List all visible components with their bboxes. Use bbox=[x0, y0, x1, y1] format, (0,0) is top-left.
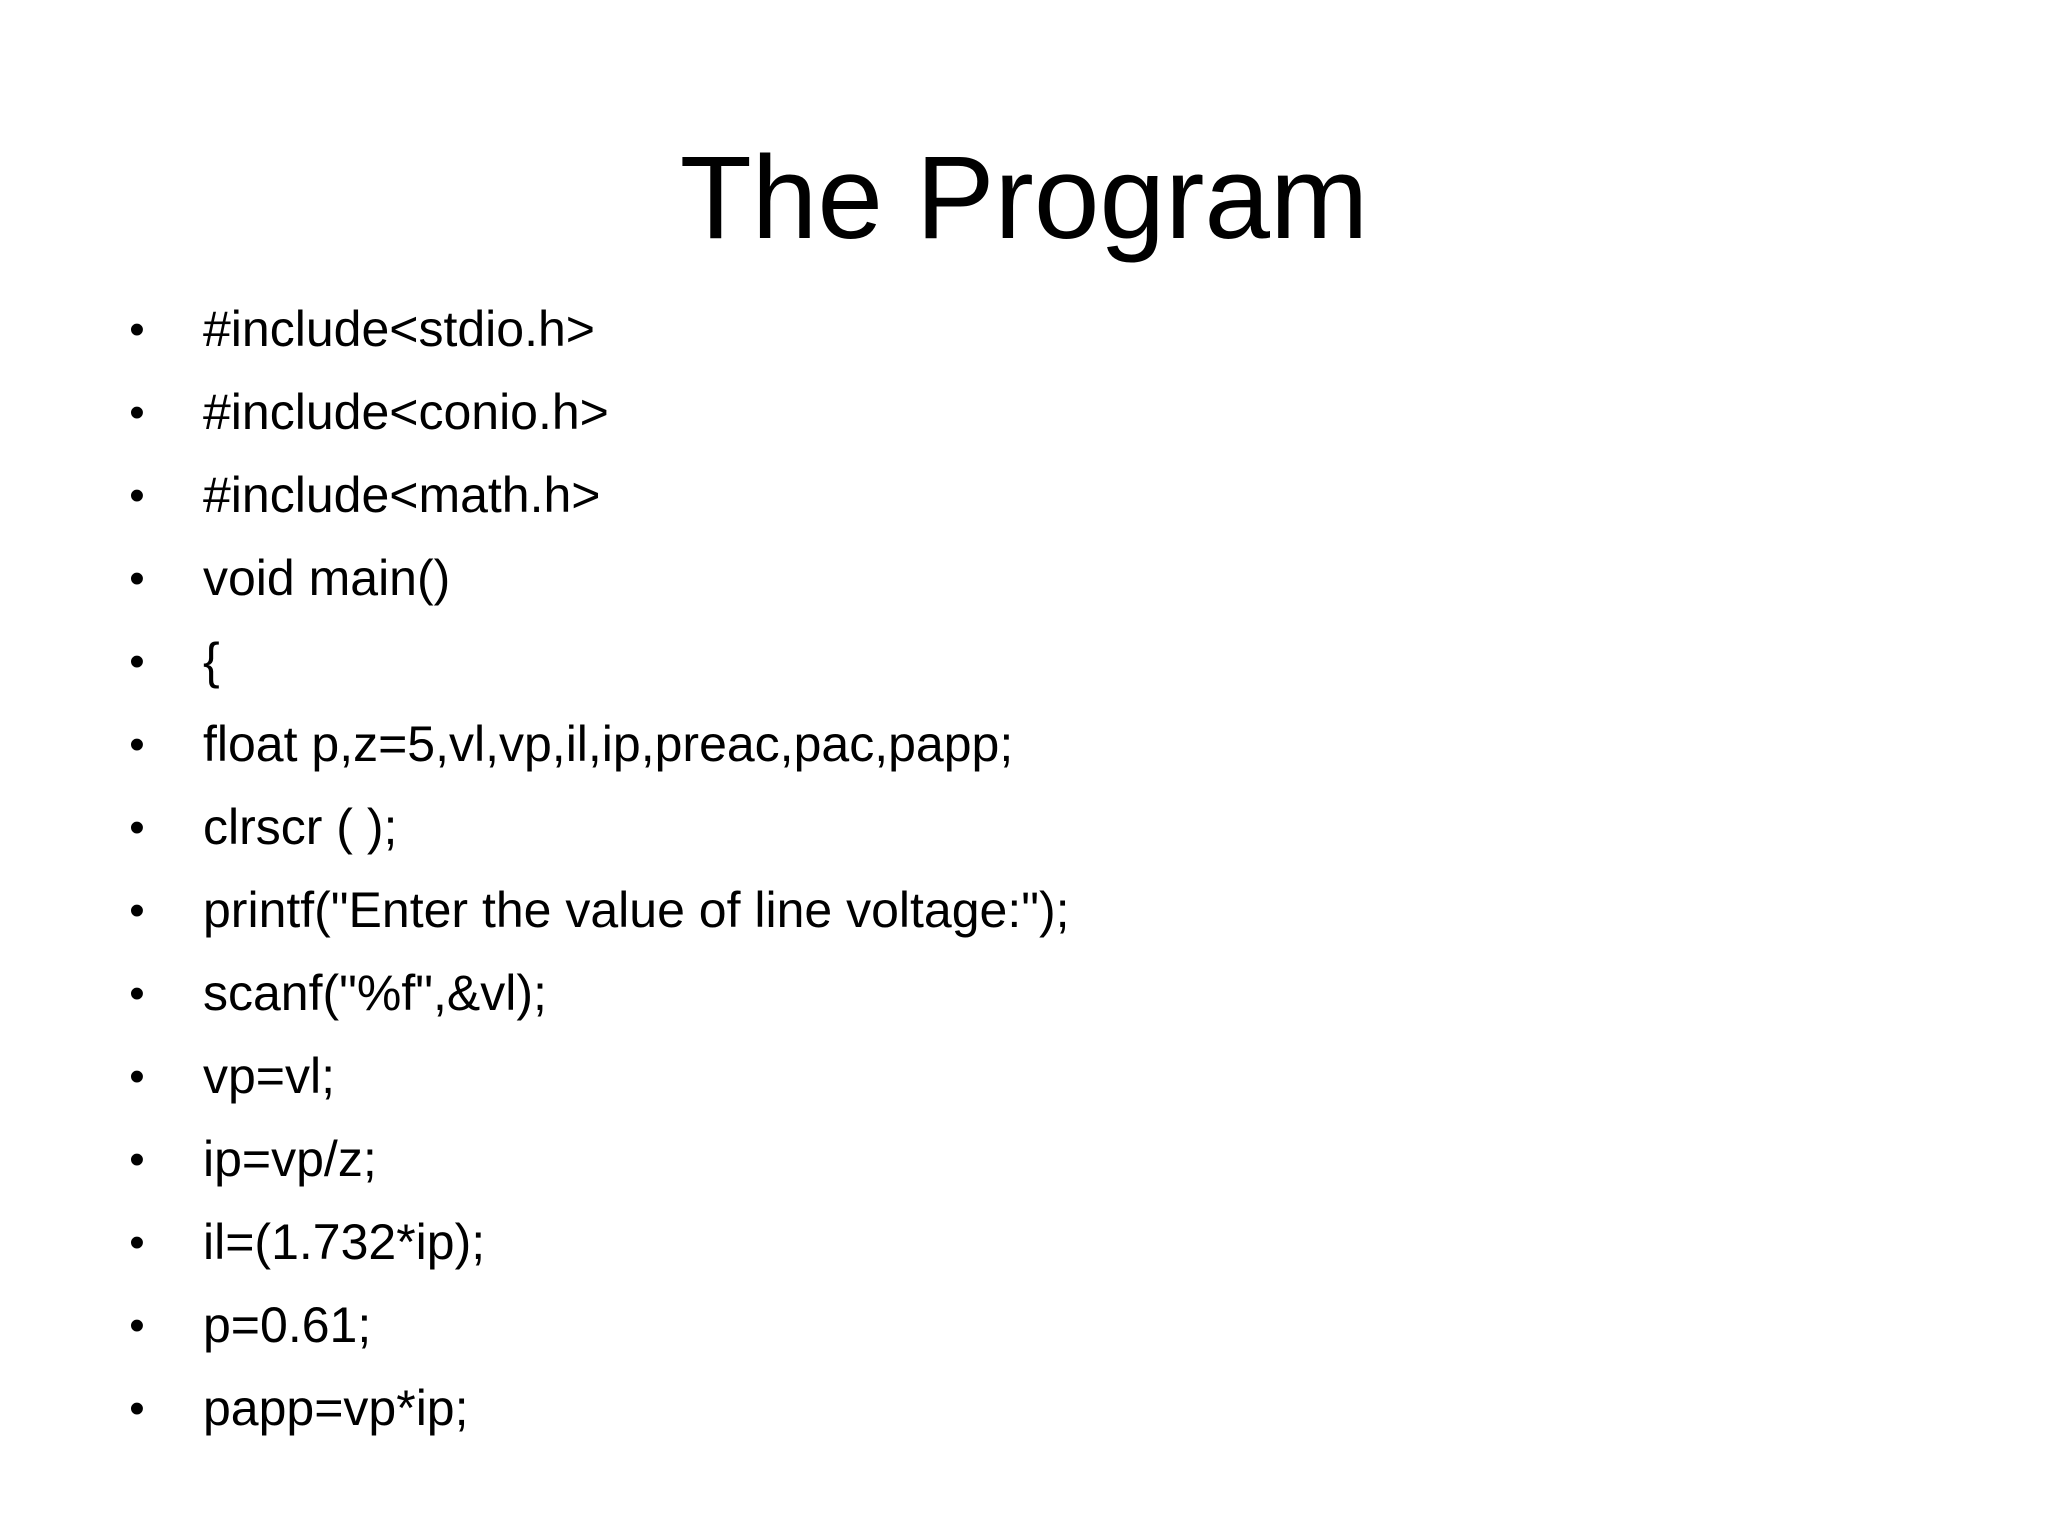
code-line: scanf("%f",&vl); bbox=[203, 965, 547, 1021]
code-line: il=(1.732*ip); bbox=[203, 1214, 486, 1270]
bullet-dot-icon: • bbox=[129, 388, 145, 437]
bullet-item bbox=[0, 288, 2048, 371]
code-line: clrscr ( ); bbox=[203, 799, 398, 855]
bullet-dot-icon: • bbox=[129, 305, 145, 354]
code-line: float p,z=5,vl,vp,il,ip,preac,pac,papp; bbox=[203, 716, 1014, 772]
code-line: #include<stdio.h> bbox=[203, 301, 595, 357]
bullet-item bbox=[0, 371, 2048, 454]
code-line: void main() bbox=[203, 550, 451, 606]
code-line: { bbox=[203, 633, 220, 689]
bullet-item bbox=[0, 786, 2048, 869]
code-line: p=0.61; bbox=[203, 1297, 372, 1353]
bullet-dot-icon: • bbox=[129, 1301, 145, 1350]
bullet-item bbox=[0, 1118, 2048, 1201]
slide-title: The Program bbox=[679, 132, 1369, 264]
code-line: ip=vp/z; bbox=[203, 1131, 377, 1187]
bullet-item bbox=[0, 1284, 2048, 1367]
bullet-dot-icon: • bbox=[129, 803, 145, 852]
code-line: #include<math.h> bbox=[203, 467, 601, 523]
code-line: vp=vl; bbox=[203, 1048, 336, 1104]
bullet-item bbox=[0, 1035, 2048, 1118]
bullet-dot-icon: • bbox=[129, 471, 145, 520]
bullet-dot-icon: • bbox=[129, 1218, 145, 1267]
bullet-item bbox=[0, 620, 2048, 703]
bullet-item bbox=[0, 537, 2048, 620]
bullet-dot-icon: • bbox=[129, 720, 145, 769]
bullet-item bbox=[0, 869, 2048, 952]
bullet-dot-icon: • bbox=[129, 969, 145, 1018]
bullet-item bbox=[0, 454, 2048, 537]
bullet-dot-icon: • bbox=[129, 1052, 145, 1101]
bullet-list bbox=[0, 288, 2048, 1450]
bullet-dot-icon: • bbox=[129, 1384, 145, 1433]
bullet-item bbox=[0, 703, 2048, 786]
bullet-dot-icon: • bbox=[129, 886, 145, 935]
code-line: printf("Enter the value of line voltage:"); bbox=[203, 882, 1070, 938]
bullet-dot-icon: • bbox=[129, 554, 145, 603]
bullet-dot-icon: • bbox=[129, 1135, 145, 1184]
code-line: #include<conio.h> bbox=[203, 384, 609, 440]
bullet-item bbox=[0, 1201, 2048, 1284]
bullet-item bbox=[0, 952, 2048, 1035]
code-line: papp=vp*ip; bbox=[203, 1380, 469, 1436]
bullet-item bbox=[0, 1367, 2048, 1450]
bullet-dot-icon: • bbox=[129, 637, 145, 686]
